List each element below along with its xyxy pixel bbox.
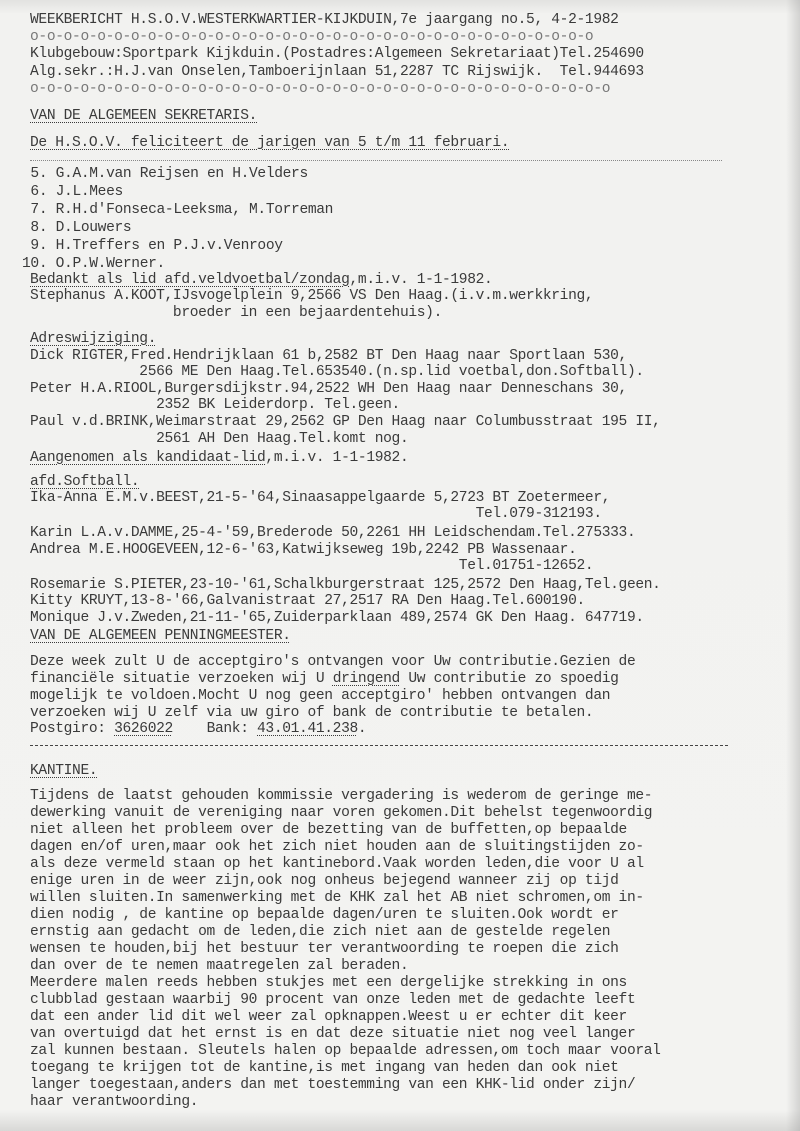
kantine-text: dewerking vanuit de vereniging naar voren gekomen.Dit behelst tegenwoordig [30, 805, 653, 821]
kantine-text: van overtuigd dat het ernst is en dat deze situatie niet nog veel langer [30, 1026, 636, 1042]
separator-line: o-o-o-o-o-o-o-o-o-o-o-o-o-o-o-o-o-o-o-o-o-o-o-o-o-o-o-o-o-o-o-o-o-o-o [30, 81, 611, 97]
section-heading-secretariat: VAN DE ALGEMEEN SEKRETARIS. [30, 108, 258, 124]
resigned-entry: Stephanus A.KOOT,IJsvogelplein 9,2566 VS Den Haag.(i.v.m.werkkring, [30, 288, 594, 304]
kantine-text: haar verantwoording. [30, 1094, 199, 1110]
kantine-text: dan over de te nemen maatregelen zal beraden. [30, 958, 409, 974]
candidates-department: afd.Softball. [30, 474, 140, 490]
address-change-entry: 2561 AH Den Haag.Tel.komt nog. [30, 431, 409, 447]
postgiro-label: Postgiro: [30, 721, 115, 737]
kantine-text: wensen te houden,bij het bestuur ter verantwoording te roepen die zich [30, 941, 619, 957]
treasurer-text: Deze week zult U de acceptgiro's ontvangen voor Uw contributie.Gezien de [30, 654, 636, 670]
page-edge-shadow [786, 0, 800, 1131]
birthday-item: 9. H.Treffers en P.J.v.Venrooy [22, 238, 283, 254]
kantine-text: dat een ander lid dit wel weer zal opknappen.Weest u er echter dit keer [30, 1009, 627, 1025]
candidates-heading-row [30, 450, 408, 466]
section-heading-treasurer: VAN DE ALGEMEEN PENNINGMEESTER. [30, 628, 291, 644]
kantine-text: niet alleen het probleem over de bezetting van de buffetten,op bepaalde [30, 822, 627, 838]
kantine-text: zal kunnen bestaan. Sleutels halen op bepaalde adressen,om toch maar vooral [30, 1043, 661, 1059]
kantine-text: clubblad gestaan waarbij 90 procent van onze leden met de gedachte leeft [30, 992, 636, 1008]
resigned-heading: Bedankt als lid afd.veldvoetbal/zondag [30, 272, 350, 288]
birthday-item: 6. J.L.Mees [22, 184, 123, 200]
kantine-text: Meerdere malen reeds hebben stukjes met een dergelijke strekking in ons [30, 975, 627, 991]
candidate-entry: Karin L.A.v.DAMME,25-4-'59,Brederode 50,2261 HH Leidschendam.Tel.275333. [30, 525, 636, 541]
treasurer-text-row [30, 671, 619, 687]
treasurer-text: financiële situatie verzoeken wij U [30, 671, 333, 687]
treasurer-text: mogelijk te voldoen.Mocht U nog geen acceptgiro' hebben ontvangen dan [30, 688, 611, 704]
emphasis-urgent: dringend [332, 671, 400, 687]
address-change-entry: Peter H.A.RIOOL,Burgersdijkstr.94,2522 WH Den Haag naar Denneschans 30, [30, 381, 627, 397]
address-change-heading: Adreswijziging. [30, 331, 157, 347]
address-change-entry: Dick RIGTER,Fred.Hendrijklaan 61 b,2582 BT Den Haag naar Sportlaan 530, [30, 348, 627, 364]
kantine-text: Tijdens de laatst gehouden kommissie vergadering is wederom de geringe me- [30, 788, 653, 804]
address-change-entry: Paul v.d.BRINK,Weimarstraat 29,2562 GP Den Haag naar Columbusstraat 195 II, [30, 414, 661, 430]
clubhouse-info: Klubgebouw:Sportpark Kijkduin.(Postadres:Algemeen Sekretariaat)Tel.254690 [30, 46, 644, 62]
candidate-entry: Monique J.v.Zweden,21-11-'65,Zuiderparklaan 489,2574 GK Den Haag. 647719. [30, 610, 644, 626]
kantine-text: enige uren in de weer zijn,ook nog onheus bejegend wanneer zij op tijd [30, 873, 619, 889]
kantine-text: ernstig aan gedacht om de leden,die zich niet aan de gestelde regelen [30, 924, 611, 940]
birthday-item: 5. G.A.M.van Reijsen en H.Velders [22, 166, 308, 182]
treasurer-text: verzoeken wij U zelf via uw giro of bank de contributie te betalen. [30, 705, 594, 721]
bank-label: Bank: [172, 721, 258, 737]
resigned-entry: broeder in een bejaardentehuis). [30, 305, 442, 321]
birthday-item: 7. R.H.d'Fonseca-Leeksma, M.Torreman [22, 202, 334, 218]
birthday-item: 10. O.P.W.Werner. [22, 256, 165, 272]
candidate-entry: Tel.079-312193. [30, 506, 602, 522]
resigned-date: ,m.i.v. 1-1-1982. [349, 272, 493, 288]
bank-number: 43.01.41.238 [257, 721, 358, 737]
punctuation: . [357, 721, 367, 737]
candidate-entry: Andrea M.E.HOOGEVEEN,12-6-'63,Katwijkseweg 19b,2242 PB Wassenaar. [30, 542, 577, 558]
treasurer-text: Uw contributie zo spoedig [399, 671, 619, 687]
resigned-heading-row [30, 272, 492, 288]
secretary-info: Alg.sekr.:H.J.van Onselen,Tamboerijnlaan 51,2287 TC Rijswijk. Tel.944693 [30, 64, 644, 80]
divider [30, 160, 722, 161]
kantine-text: dien nodig , de kantine op bepaalde dagen/uren te sluiten.Ook wordt er [30, 907, 619, 923]
newsletter-title: WEEKBERICHT H.S.O.V.WESTERKWARTIER-KIJKDUIN,7e jaargang no.5, 4-2-1982 [30, 12, 619, 28]
candidate-entry: Tel.01751-12652. [30, 558, 594, 574]
candidates-heading: Aangenomen als kandidaat-lid [30, 450, 266, 466]
birthdays-heading: De H.S.O.V. feliciteert de jarigen van 5 t/m 11 februari. [30, 135, 510, 151]
postgiro-number: 3626022 [114, 721, 173, 737]
birthday-item: 8. D.Louwers [22, 220, 132, 236]
section-divider [30, 745, 728, 746]
candidate-entry: Rosemarie S.PIETER,23-10-'61,Schalkburgerstraat 125,2572 Den Haag,Tel.geen. [30, 577, 661, 593]
kantine-text: toegang te krijgen tot de kantine,is met ingang van heden dan ook niet [30, 1060, 619, 1076]
candidates-date: ,m.i.v. 1-1-1982. [265, 450, 409, 466]
payment-details [30, 721, 366, 737]
candidate-entry: Ika-Anna E.M.v.BEEST,21-5-'64,Sinaasappelgaarde 5,2723 BT Zoetermeer, [30, 490, 611, 506]
kantine-text: langer toegestaan,anders dan met toestemming van een KHK-lid onder zijn/ [30, 1077, 636, 1093]
kantine-text: willen sluiten.In samenwerking met de KHK zal het AB niet schromen,om in- [30, 890, 644, 906]
address-change-entry: 2352 BK Leiderdorp. Tel.geen. [30, 397, 400, 413]
candidate-entry: Kitty KRUYT,13-8-'66,Galvanistraat 27,2517 RA Den Haag.Tel.600190. [30, 593, 585, 609]
kantine-text: dagen en/of uren,maar ook het zich niet houden aan de sluitingstijden zo- [30, 839, 644, 855]
kantine-text: als deze vermeld staan op het kantinebord.Vaak worden leden,die voor U al [30, 856, 644, 872]
address-change-entry: 2566 ME Den Haag.Tel.653540.(n.sp.lid voetbal,don.Softball). [30, 364, 644, 380]
section-heading-kantine: KANTINE. [30, 763, 98, 779]
separator-line: o-o-o-o-o-o-o-o-o-o-o-o-o-o-o-o-o-o-o-o-o-o-o-o-o-o-o-o-o-o-o-o-o-o [30, 29, 594, 45]
